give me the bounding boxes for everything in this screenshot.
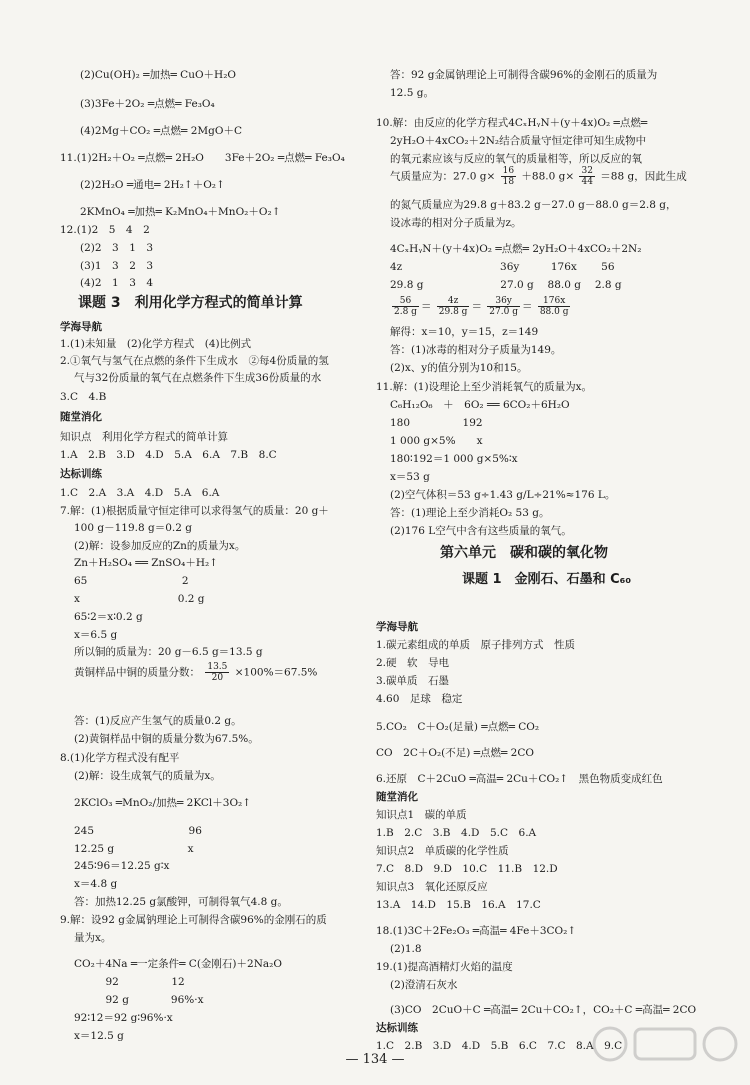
proportion-fraction-line: $\frac{56}{2.8 g}$ ＝ $\frac{4z}{29.8 g}$ ＝ $\frac{36y}{27.0 g}$ ＝ $\frac{176x}{88.0 g}$	[394, 296, 569, 317]
left-line: 学海导航	[60, 321, 102, 333]
left-line: (2)2 3 1 3	[80, 242, 154, 254]
right-line: 知识点3 氧化还原反应	[376, 881, 488, 893]
right-line: 达标训练	[376, 1022, 418, 1034]
denominator: 29.8 g	[438, 307, 468, 317]
left-line: x＝4.8 g	[74, 878, 118, 890]
right-line: CO 2C＋O₂(不足) ═点燃═ 2CO	[376, 747, 535, 759]
left-line: 7.解：(1)根据质量守恒定律可以求得氢气的质量：20 g＋	[60, 505, 329, 517]
right-line: 19.(1)提高酒精灯火焰的温度	[376, 961, 513, 973]
numerator: 13.5	[207, 662, 228, 672]
left-line: x＝6.5 g	[74, 629, 118, 641]
right-line: (2)176 L空气中含有这些质量的氧气。	[390, 525, 572, 537]
left-line: Zn＋H₂SO₄ ══ ZnSO₄＋H₂↑	[74, 557, 218, 569]
left-line: (2)解：设参加反应的Zn的质量为x。	[74, 540, 246, 552]
left-line: (3)1 3 2 3	[80, 260, 154, 272]
frac-pre: 黄铜样品中铜的质量分数：	[74, 666, 200, 679]
right-line: 解得：x＝10，y＝15，z＝149	[390, 326, 539, 338]
left-line: CO₂＋4Na ═一定条件═ C(金刚石)＋2Na₂O	[74, 958, 282, 970]
left-line: 气与32份质量的氧气在点燃条件下生成36份质量的水	[74, 372, 322, 384]
left-line: (2)2H₂O ═通电═ 2H₂↑＋O₂↑	[80, 179, 225, 191]
right-line: 12.5 g。	[390, 87, 434, 99]
right-line: 答：(1)理论上至少消耗O₂ 53 g。	[390, 507, 550, 519]
right-line: 10.解：由反应的化学方程式4CₓHᵧN＋(y＋4x)O₂ ═点燃═	[376, 117, 648, 129]
right-line: 学海导航	[376, 621, 418, 633]
left-line: 2KClO₃ ═MnO₂/加热═ 2KCl＋3O₂↑	[74, 797, 252, 809]
copper-fraction-line	[74, 662, 317, 683]
right-line: 知识点1 碳的单质	[376, 809, 467, 821]
right-line: 的氮气质量应为29.8 g＋83.2 g－27.0 g－88.0 g＝2.8 g，	[390, 199, 677, 211]
right-line: 2.硬 软 导电	[376, 657, 450, 669]
left-line: 65 2	[74, 575, 189, 587]
left-line: 92 12	[74, 976, 185, 988]
fraction	[205, 662, 229, 683]
right-line: 5.CO₂ C＋O₂(足量) ═点燃═ CO₂	[376, 721, 540, 733]
fraction	[487, 296, 520, 317]
denominator: 20	[211, 673, 224, 683]
numerator: 16	[502, 166, 515, 176]
left-line: 知识点 利用化学方程式的简单计算	[60, 431, 228, 443]
right-line: 6.还原 C＋2CuO ═高温═ 2Cu＋CO₂↑ 黑色物质变成红色	[376, 773, 663, 785]
right-line: 的氧元素应该与反应的氧气的质量相等，所以反应的氧	[390, 153, 642, 165]
left-line: 65∶2＝x∶0.2 g	[74, 611, 143, 623]
right-line: 4CₓHᵧN＋(y＋4x)O₂ ═点燃═ 2yH₂O＋4xCO₂＋2N₂	[390, 243, 642, 255]
numerator: 32	[581, 166, 593, 176]
left-line: 12.(1)2 5 4 2	[60, 224, 150, 236]
left-line: 1.A 2.B 3.D 4.D 5.A 6.A 7.B 8.C	[60, 449, 277, 461]
frac-pre: 气质量应为：27.0 g×	[390, 170, 496, 183]
fraction	[392, 296, 419, 317]
right-line: C₆H₁₂O₆ ＋ 6O₂ ══ 6CO₂＋6H₂O	[390, 399, 570, 411]
left-line: 245 96	[74, 825, 202, 837]
left-line: 11.(1)2H₂＋O₂ ═点燃═ 2H₂O 3Fe＋2O₂ ═点燃═ Fe₃O₄	[60, 152, 345, 164]
fraction	[538, 296, 571, 317]
left-line: 92 g 96%·x	[74, 994, 204, 1006]
left-line: 3.C 4.B	[60, 391, 107, 403]
right-line: 1.B 2.C 3.B 4.D 5.C 6.A	[376, 827, 537, 839]
left-line: 随堂消化	[60, 411, 102, 423]
left-line: 2KMnO₄ ═加热═ K₂MnO₄＋MnO₂＋O₂↑	[80, 206, 281, 218]
right-line: 180 192	[390, 417, 483, 429]
left-line: 答：(1)反应产生氢气的质量0.2 g。	[74, 715, 242, 727]
right-line: 7.C 8.D 9.D 10.C 11.B 12.D	[376, 863, 558, 875]
left-line: (2)Cu(OH)₂ ═加热═ CuO＋H₂O	[80, 69, 237, 81]
right-line: 11.解：(1)设理论上至少消耗氧气的质量为x。	[376, 381, 592, 393]
numerator: 36y	[487, 296, 520, 307]
right-line: 1 000 g×5% x	[390, 435, 483, 447]
lesson-title-1: 课题 1 金刚石、石墨和 C₆₀	[462, 572, 632, 587]
right-line: 2yH₂O＋4xCO₂＋2N₂结合质量守恒定律可知生成物中	[390, 135, 647, 147]
lesson-title-3: 课题 3 利用化学方程式的简单计算	[78, 295, 303, 311]
right-line: 29.8 g 27.0 g 88.0 g 2.8 g	[390, 279, 622, 291]
unit-title: 第六单元 碳和碳的氧化物	[440, 545, 608, 561]
left-line: 100 g－119.8 g＝0.2 g	[74, 522, 192, 534]
right-line: (2)澄清石灰水	[390, 979, 458, 991]
left-line: 1.C 2.A 3.A 4.D 5.A 6.A	[60, 487, 220, 499]
denominator: 27.0 g	[489, 307, 518, 317]
denominator: 2.8 g	[394, 307, 417, 317]
right-line: 4z 36y 176x 56	[390, 261, 615, 273]
left-line: 答：加热12.25 g氯酸钾，可制得氧气4.8 g。	[74, 896, 288, 908]
left-line: 8.(1)化学方程式没有配平	[60, 752, 180, 764]
right-line: 18.(1)3C＋2Fe₂O₃ ═高温═ 4Fe＋3CO₂↑	[376, 925, 577, 937]
left-line: 9.解：设92 g金属钠理论上可制得含碳96%的金刚石的质	[60, 914, 327, 926]
fraction	[579, 166, 594, 187]
right-line: 4.60 足球 稳定	[376, 693, 463, 705]
left-line: 1.(1)未知量 (2)化学方程式 (4)比例式	[60, 338, 252, 350]
right-line: 随堂消化	[376, 791, 418, 803]
right-line: 知识点2 单质碳的化学性质	[376, 845, 509, 857]
right-line: 设冰毒的相对分子质量为z。	[390, 217, 522, 229]
left-line: 达标训练	[60, 468, 102, 480]
right-line: (3)CO 2CuO＋C ═高温═ 2Cu＋CO₂↑，CO₂＋C ═高温═ 2CO	[390, 1004, 697, 1016]
fraction	[437, 296, 470, 317]
right-line: (2)空气体积＝53 g÷1.43 g/L÷21%≈176 L。	[390, 489, 616, 501]
fraction	[501, 166, 516, 187]
frac-post: ＝88 g，因此生成	[600, 170, 687, 183]
left-line: (4)2 1 3 4	[80, 277, 154, 289]
oxygen-fraction-line	[390, 166, 687, 187]
right-line: 答：(1)冰毒的相对分子质量为149。	[390, 344, 562, 356]
frac-mid: ＋88.0 g×	[521, 170, 575, 183]
numerator: 176x	[538, 296, 571, 307]
right-line: (2)x、y的值分别为10和15。	[390, 362, 528, 374]
left-line: (2)解：设生成氧气的质量为x。	[74, 770, 221, 782]
left-line: (2)黄铜样品中铜的质量分数为67.5%。	[74, 733, 259, 745]
right-line: x＝53 g	[390, 471, 430, 483]
frac-post: ×100%＝67.5%	[234, 666, 318, 679]
left-line: 2.①氧气与氢气在点燃的条件下生成水 ②每4份质量的氢	[60, 355, 329, 367]
numerator: 56	[392, 296, 419, 307]
left-line: 12.25 g x	[74, 843, 194, 855]
left-line: 245∶96＝12.25 g∶x	[74, 860, 170, 872]
right-line: 13.A 14.D 15.B 16.A 17.C	[376, 899, 541, 911]
left-line: (4)2Mg＋CO₂ ═点燃═ 2MgO＋C	[80, 125, 242, 137]
left-line: x 0.2 g	[74, 593, 205, 605]
page-number: — 134 —	[345, 1052, 405, 1067]
left-line: x＝12.5 g	[74, 1030, 124, 1042]
numerator: 4z	[437, 296, 470, 307]
right-line: 3.碳单质 石墨	[376, 675, 450, 687]
denominator: 88.0 g	[539, 307, 569, 317]
denominator: 18	[502, 177, 515, 187]
left-line: 92∶12＝92 g∶96%·x	[74, 1012, 173, 1024]
denominator: 44	[581, 177, 593, 187]
left-line: 所以铜的质量为：20 g－6.5 g＝13.5 g	[74, 646, 263, 658]
right-line: 1.C 2.B 3.D 4.D 5.B 6.C 7.C 8.A 9.C	[376, 1040, 623, 1052]
left-line: 量为x。	[74, 932, 112, 944]
right-line: (2)1.8	[390, 943, 422, 955]
right-line: 1.碳元素组成的单质 原子排列方式 性质	[376, 639, 576, 651]
watermark-logo-icon	[590, 1019, 740, 1079]
left-line: (3)3Fe＋2O₂ ═点燃═ Fe₃O₄	[80, 98, 215, 110]
right-line: 答：92 g金属钠理论上可制得含碳96%的金刚石的质量为	[390, 69, 658, 81]
right-line: 180∶192＝1 000 g×5%∶x	[390, 453, 518, 465]
